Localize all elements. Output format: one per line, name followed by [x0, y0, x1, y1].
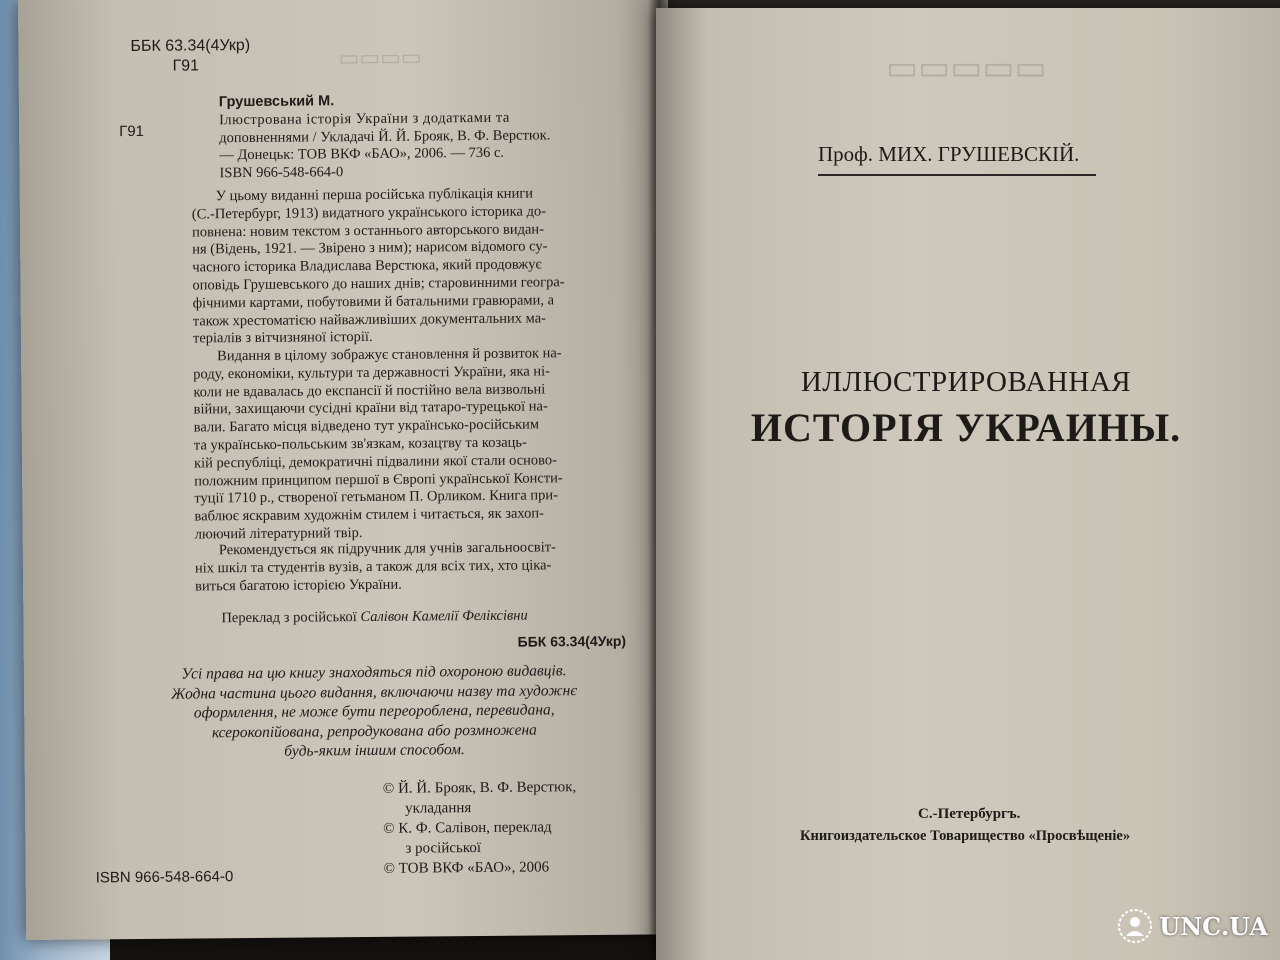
bbk-header — [130, 36, 250, 77]
translator-name: Салівон Камелії Феліксівни — [360, 607, 528, 626]
rights-line: оформлення, не може бути переороблена, перевидана, — [193, 701, 555, 722]
abstract-paragraph-3 — [195, 539, 645, 596]
bust-logo-icon — [1115, 906, 1155, 946]
text-line: виться багатою історією України. — [195, 576, 402, 595]
copyright-line: укладання — [405, 800, 472, 817]
left-page — [18, 0, 676, 940]
text-line: фічними картами, побутовими й батальними гравюрами, а — [192, 292, 555, 312]
rights-line: ксерокопійована, репродукована або розмножена — [211, 721, 537, 741]
catalog-code-side: Г91 — [119, 122, 145, 141]
text-line: (С.-Петербург, 1913) видатного українського історика до- — [191, 203, 547, 223]
catalog-record — [219, 91, 640, 184]
text-line: люючий літературний твір. — [194, 524, 363, 543]
catalog-author: Грушевський М. — [218, 93, 335, 111]
text-line: вали. Багато місця відведено тут українсько-російським — [193, 416, 540, 436]
catalog-code: Г91 — [172, 57, 200, 75]
translation-prefix: Переклад з російської — [221, 609, 357, 627]
copyright-line: © Й. Й. Брояк, В. Ф. Верстюк, — [382, 779, 577, 797]
bbk-bottom: ББК 63.34(4Укр) — [517, 632, 627, 650]
copyright-line: © ТОВ ВКФ «БАО», 2006 — [383, 859, 550, 877]
text-line: часного історика Владислава Верстюка, який продовжує — [192, 256, 542, 276]
text-line: також хрестоматією найважливіших документальних ма- — [192, 309, 546, 330]
text-line: туції 1710 р., створеної гетьманом П. Орликом. Книга при- — [194, 487, 559, 507]
abstract-paragraph-2 — [193, 345, 645, 545]
title-line-2: ИСТОРІЯ УКРАИНЫ. — [750, 405, 1182, 450]
site-watermark — [1115, 906, 1268, 946]
copyright-line: з російської — [405, 839, 482, 857]
copyright-block — [383, 777, 577, 879]
text-line: ніх шкіл та студентів вузів, а також для всіх тих, хто ціка- — [194, 557, 552, 577]
bbk-code: ББК 63.34(4Укр) — [130, 36, 251, 56]
catalog-isbn: ISBN 966-548-664-0 — [219, 164, 344, 182]
text-line: теріалів з вітчизняної історії. — [192, 329, 373, 347]
text-line: ня (Відень, 1921. — Звірено з ним); нарисом відомого су- — [192, 238, 548, 258]
text-line: Видання в цілому зображує становлення й розвиток на- — [217, 345, 562, 365]
text-line: війни, захищаючи сусідні країни від татаро-турецької на- — [193, 398, 548, 418]
translation-credit — [221, 608, 527, 628]
catalog-line: Ілюстрована історія України з додатками та — [218, 109, 510, 129]
rights-line: будь-яким іншим способом. — [284, 741, 465, 760]
catalog-line: — Донецьк: ТОВ ВКФ «БАО», 2006. — 736 с. — [219, 145, 505, 164]
text-line: та українсько-польським зв'язкам, козацтву та козаць- — [193, 434, 527, 454]
copyright-line: © К. Ф. Салівон, переклад — [383, 819, 552, 837]
catalog-line: доповненнями / Укладачі Й. Й. Брояк, В. Ф. Верстюк. — [219, 126, 551, 146]
rights-notice — [94, 660, 655, 762]
text-line: оповідь Грушевського до наших днів; старовинними геогра- — [192, 274, 565, 294]
text-line: ваблює яскравим художнім стилем і читається, як захоп- — [194, 505, 544, 525]
text-line: У цьому виданні перша російська публікація книги — [215, 185, 534, 205]
right-page — [656, 8, 1280, 960]
text-line: коли не вдавалась до експансії й постійно вела визвольні — [193, 381, 546, 401]
rights-line: Жодна частина цього видання, включаючи назву та художнє — [170, 681, 578, 703]
author-underline — [818, 174, 1096, 176]
text-line: повнена: новим текстом з останнього авторського видан- — [191, 221, 545, 241]
imprint-city: С.-Петербургъ. — [918, 806, 1021, 822]
bleed-through-text: ▭▭▭▭ — [338, 44, 422, 71]
imprint-publisher: Книгоиздательское Товарищество «Просвѣщеніе» — [800, 828, 1131, 844]
text-line: положним принципом першої в Європі української Консти- — [194, 469, 563, 490]
bleed-through-text: ▭▭▭▭▭ — [886, 50, 1047, 87]
rights-line: Усі права на цю книгу знаходяться під охороною видавців. — [181, 662, 567, 683]
text-line: кій республіці, демократичні підвалини якої стали осново- — [193, 452, 558, 472]
watermark-text: UNC.UA — [1159, 911, 1268, 941]
author-line: Проф. МИХ. ГРУШЕВСКІЙ. — [818, 142, 1080, 166]
text-line: Рекомендується як підручник для учнів загальноосвіт- — [218, 539, 556, 559]
text-line: роду, економіки, культури та державності України, яка ні- — [193, 363, 551, 383]
isbn-bottom: ISBN 966-548-664-0 — [95, 868, 234, 887]
abstract-paragraph-1 — [192, 185, 643, 349]
title-line-1: ИЛЛЮСТРИРОВАННАЯ — [800, 366, 1132, 398]
